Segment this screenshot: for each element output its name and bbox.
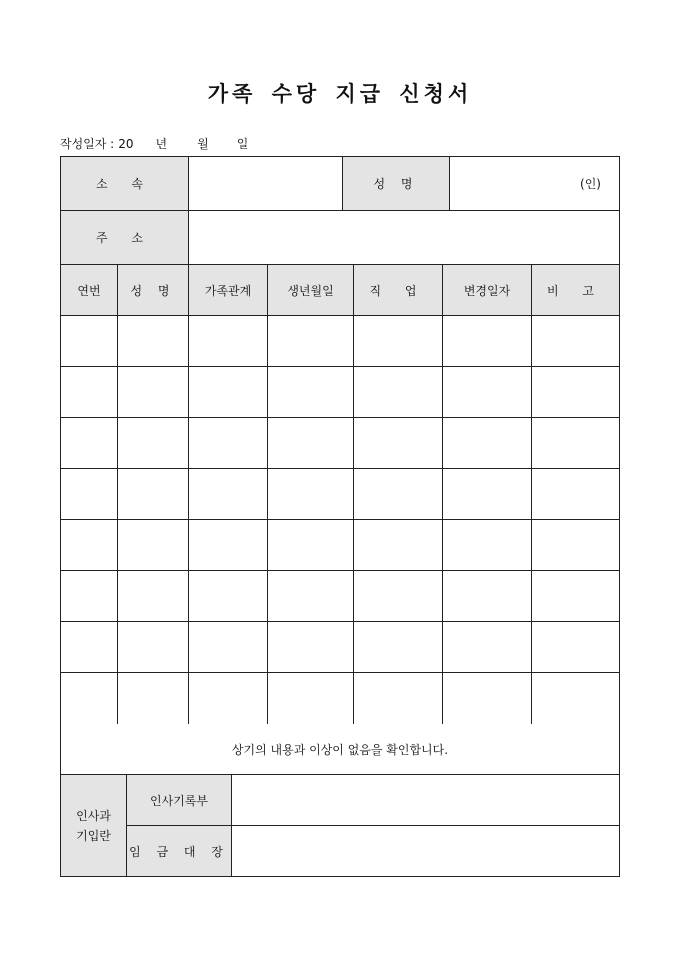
table-cell-change-date[interactable] (443, 673, 532, 724)
hr-section-label (61, 775, 127, 876)
date-year-prefix: 20 (118, 137, 134, 151)
personnel-record-label: 인사기록부 (127, 775, 232, 825)
table-cell-remarks[interactable] (532, 469, 619, 519)
table-cell-name[interactable] (118, 520, 189, 570)
hr-wage-row (127, 825, 619, 876)
table-row (61, 520, 619, 571)
table-cell-relation[interactable] (189, 367, 268, 417)
personnel-record-field[interactable] (232, 775, 619, 825)
table-cell-change-date[interactable] (443, 622, 532, 672)
col-header-occupation: 직 업 (354, 265, 443, 315)
table-cell-name[interactable] (118, 418, 189, 468)
table-cell-change-date[interactable] (443, 571, 532, 621)
family-table-header (61, 265, 619, 316)
table-cell-birthdate[interactable] (268, 367, 354, 417)
confirmation-text: 상기의 내용과 이상이 없음을 확인합니다. (231, 742, 449, 757)
table-cell-number[interactable] (61, 673, 118, 724)
table-row (61, 673, 619, 724)
table-cell-name[interactable] (118, 469, 189, 519)
table-cell-change-date[interactable] (443, 367, 532, 417)
col-header-number: 연번 (61, 265, 118, 315)
confirmation-row (61, 724, 619, 775)
table-cell-relation[interactable] (189, 520, 268, 570)
address-row (61, 211, 619, 265)
address-field[interactable] (189, 211, 619, 264)
table-cell-remarks[interactable] (532, 571, 619, 621)
table-cell-remarks[interactable] (532, 367, 619, 417)
table-cell-change-date[interactable] (443, 520, 532, 570)
table-cell-occupation[interactable] (354, 418, 443, 468)
seal-label: (인) (580, 177, 601, 191)
table-cell-name[interactable] (118, 622, 189, 672)
table-cell-relation[interactable] (189, 622, 268, 672)
table-cell-occupation[interactable] (354, 622, 443, 672)
table-cell-relation[interactable] (189, 469, 268, 519)
table-cell-number[interactable] (61, 622, 118, 672)
table-cell-number[interactable] (61, 469, 118, 519)
table-cell-name[interactable] (118, 571, 189, 621)
document-title: 가족 수당 지급 신청서 (207, 81, 473, 106)
table-cell-birthdate[interactable] (268, 316, 354, 366)
hr-record-row (127, 775, 619, 825)
address-label: 주 소 (61, 211, 189, 264)
table-cell-name[interactable] (118, 673, 189, 724)
table-cell-number[interactable] (61, 571, 118, 621)
table-row (61, 469, 619, 520)
table-cell-relation[interactable] (189, 673, 268, 724)
table-row (61, 571, 619, 622)
wage-ledger-label: 임 금 대 장 (127, 826, 232, 876)
table-cell-change-date[interactable] (443, 469, 532, 519)
table-cell-change-date[interactable] (443, 418, 532, 468)
table-cell-birthdate[interactable] (268, 469, 354, 519)
hr-section (61, 775, 619, 876)
table-cell-occupation[interactable] (354, 316, 443, 366)
name-field[interactable] (450, 157, 619, 210)
table-cell-name[interactable] (118, 367, 189, 417)
table-row (61, 367, 619, 418)
table-cell-remarks[interactable] (532, 418, 619, 468)
table-cell-number[interactable] (61, 418, 118, 468)
table-cell-number[interactable] (61, 316, 118, 366)
table-cell-remarks[interactable] (532, 316, 619, 366)
table-cell-remarks[interactable] (532, 622, 619, 672)
table-cell-occupation[interactable] (354, 571, 443, 621)
table-cell-change-date[interactable] (443, 316, 532, 366)
table-cell-number[interactable] (61, 367, 118, 417)
col-header-relation: 가족관계 (189, 265, 268, 315)
col-header-name: 성 명 (118, 265, 189, 315)
table-row (61, 418, 619, 469)
affiliation-label: 소 속 (61, 157, 189, 210)
table-cell-birthdate[interactable] (268, 571, 354, 621)
table-cell-remarks[interactable] (532, 520, 619, 570)
table-row (61, 622, 619, 673)
date-label: 작성일자 : (60, 137, 115, 151)
table-cell-occupation[interactable] (354, 367, 443, 417)
table-cell-occupation[interactable] (354, 469, 443, 519)
application-form (60, 156, 620, 877)
table-row (61, 316, 619, 367)
affiliation-row (61, 157, 619, 211)
table-cell-relation[interactable] (189, 316, 268, 366)
wage-ledger-field[interactable] (232, 826, 619, 876)
date-day-unit: 일 (236, 137, 249, 151)
table-cell-remarks[interactable] (532, 673, 619, 724)
table-cell-name[interactable] (118, 316, 189, 366)
date-year-unit: 년 (155, 137, 168, 151)
table-cell-relation[interactable] (189, 418, 268, 468)
date-line (60, 135, 248, 152)
table-cell-birthdate[interactable] (268, 418, 354, 468)
hr-label-line1: 인사과 (76, 808, 111, 823)
table-cell-relation[interactable] (189, 571, 268, 621)
table-cell-number[interactable] (61, 520, 118, 570)
table-cell-occupation[interactable] (354, 520, 443, 570)
table-cell-birthdate[interactable] (268, 622, 354, 672)
table-cell-birthdate[interactable] (268, 673, 354, 724)
col-header-birthdate: 생년월일 (268, 265, 354, 315)
table-cell-occupation[interactable] (354, 673, 443, 724)
col-header-remarks: 비 고 (547, 283, 604, 298)
date-month-unit: 월 (197, 137, 209, 151)
col-header-change-date: 변경일자 (443, 265, 532, 315)
table-cell-birthdate[interactable] (268, 520, 354, 570)
affiliation-field[interactable] (189, 157, 343, 210)
name-label: 성 명 (343, 157, 450, 210)
hr-label-line2: 기입란 (76, 828, 111, 843)
